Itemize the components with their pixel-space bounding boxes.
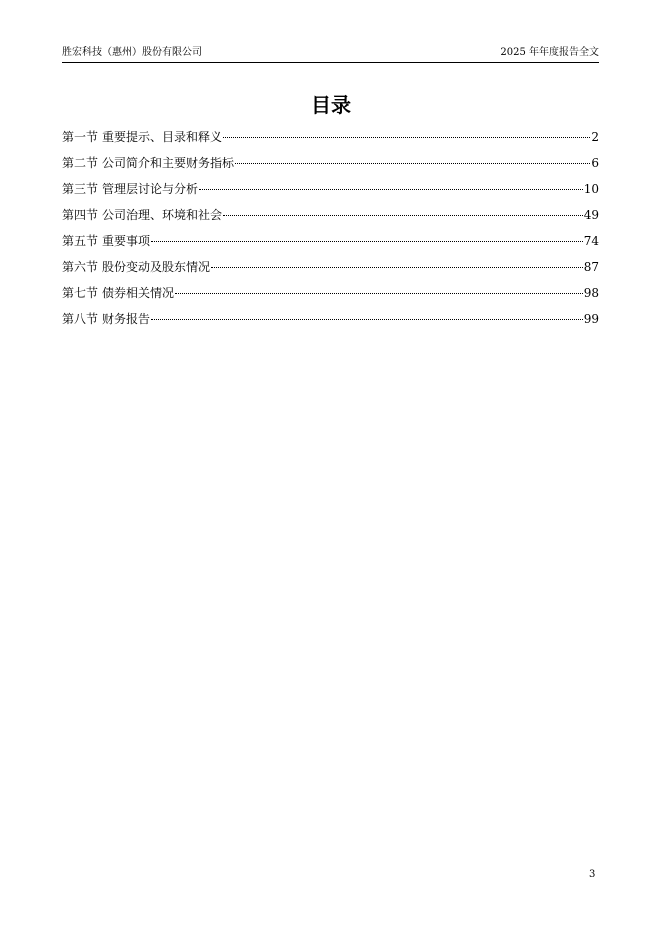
toc-page-number: 87 [583,260,599,274]
toc-section-title: 债券相关情况 [102,286,175,300]
toc-item-label [62,258,210,276]
toc-section-title: 公司简介和主要财务指标 [102,156,235,170]
toc-item[interactable] [62,310,599,336]
toc-item[interactable] [62,154,599,180]
toc-section-number: 第三节 [62,182,99,196]
company-name: 胜宏科技（惠州）股份有限公司 [62,47,202,58]
report-title: 2025 年年度报告全文 [500,47,599,58]
toc-item-label [62,310,150,328]
toc-item[interactable] [62,128,599,154]
toc-page-number: 74 [583,234,599,248]
toc-item-label [62,206,222,224]
table-of-contents [62,128,599,336]
toc-page-number: 2 [591,130,599,144]
page-title: 目录 [311,93,351,117]
toc-item[interactable] [62,206,599,232]
toc-section-number: 第四节 [62,208,99,222]
toc-item-label [62,284,174,302]
toc-item[interactable] [62,258,599,284]
toc-leader-dots [151,319,583,320]
toc-leader-dots [223,215,583,216]
toc-leader-dots [235,163,590,164]
toc-leader-dots [223,137,590,138]
toc-section-number: 第八节 [62,312,99,326]
toc-page-number: 99 [583,312,599,326]
toc-page-number: 49 [583,208,599,222]
toc-item[interactable] [62,284,599,310]
toc-leader-dots [211,267,583,268]
toc-leader-dots [151,241,583,242]
toc-item-label [62,232,150,250]
toc-leader-dots [199,189,583,190]
toc-section-title: 公司治理、环境和社会 [102,208,223,222]
toc-page-number: 98 [583,286,599,300]
toc-item-label [62,180,198,198]
toc-page-number: 10 [583,182,599,196]
toc-item[interactable] [62,180,599,206]
toc-section-number: 第六节 [62,260,99,274]
toc-item-label [62,128,222,146]
toc-section-title: 股份变动及股东情况 [102,260,211,274]
toc-page-number: 6 [591,156,599,170]
toc-section-number: 第五节 [62,234,99,248]
page-header [62,46,599,63]
toc-item[interactable] [62,232,599,258]
toc-item-label [62,154,234,172]
toc-section-title: 重要提示、目录和释义 [102,130,223,144]
toc-section-title: 管理层讨论与分析 [102,182,199,196]
toc-section-number: 第一节 [62,130,99,144]
footer-page-number: 3 [589,869,596,880]
toc-section-title: 重要事项 [102,234,151,248]
toc-section-number: 第七节 [62,286,99,300]
toc-leader-dots [175,293,583,294]
toc-section-number: 第二节 [62,156,99,170]
toc-section-title: 财务报告 [102,312,151,326]
